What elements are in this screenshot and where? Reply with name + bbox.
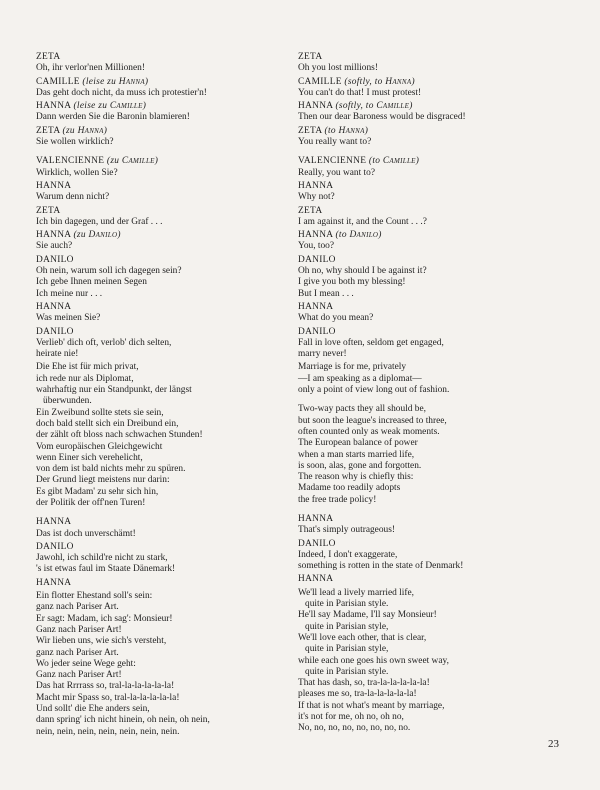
text-line: Oh, ihr verlor'nen Millionen!: [36, 63, 145, 74]
dialogue-block: [36, 302, 284, 325]
speaker-name: [298, 574, 572, 585]
speaker-label: CAMILLE: [36, 76, 80, 87]
text-line: Er sagt: Madam, ich sag': Monsieur!: [36, 613, 173, 624]
text-line: often counted only as weak moments.: [298, 426, 440, 437]
text-line: nein, nein, nein, nein, nein, nein, nein.: [36, 726, 180, 737]
speaker-label: DANILO: [36, 254, 74, 265]
text-line: der Politik der off'nen Turen!: [36, 497, 146, 508]
text-line: heirate nie!: [36, 349, 79, 360]
text-line: ganz nach Pariser Art.: [36, 647, 119, 658]
dialogue-block: [298, 230, 572, 253]
text-line: The reason why is chiefly this:: [298, 472, 414, 483]
text-line: That's simply outrageous!: [298, 525, 395, 536]
dialogue-block: [36, 255, 284, 300]
speaker-name: [36, 126, 284, 137]
speaker-name: [36, 230, 284, 241]
english-text-column: [298, 52, 572, 737]
text-line: when a man starts married life,: [298, 449, 415, 460]
verse-block: [36, 591, 284, 738]
text-line: We'll love each other, that is clear,: [298, 632, 427, 643]
dialogue-block: [36, 52, 284, 75]
dialogue-block: [298, 206, 572, 229]
dialogue-block: [36, 156, 284, 179]
text-line: What do you mean?: [298, 313, 374, 324]
text-line: wahrhaftig nur ein Standpunkt, der längst: [36, 385, 192, 396]
speaker-name: [298, 52, 572, 63]
text-line: Indeed, I don't exaggerate,: [298, 549, 398, 560]
text-line: pleases me so, tra-la-la-la-la-la!: [298, 689, 417, 700]
speaker-name: [298, 181, 572, 192]
text-line: Madame too readily adopts: [298, 483, 401, 494]
speaker-label: HANNA: [298, 230, 333, 241]
text-line: You, too?: [298, 241, 335, 252]
speaker-label: HANNA: [36, 180, 72, 191]
speaker-label: DANILO: [36, 541, 74, 552]
speaker-name: [298, 302, 572, 313]
text-line: Das ist doch unverschämt!: [36, 528, 136, 539]
verse-block: [298, 404, 572, 506]
text-line: But I mean . . .: [298, 288, 354, 299]
text-line: You really want to?: [298, 137, 372, 148]
speaker-label: ZETA: [36, 205, 61, 216]
speaker-name: [36, 517, 284, 528]
speaker-name: [298, 156, 572, 167]
text-line: is soon, alas, gone and forgotten.: [298, 460, 422, 471]
text-line: the free trade policy!: [298, 494, 377, 505]
speaker-name: [36, 156, 284, 167]
text-line: Verlieb' dich oft, verlob' dich selten,: [36, 337, 172, 348]
text-line: We'll lead a lively married life,: [298, 587, 414, 598]
text-line: No, no, no, no, no, no, no, no.: [298, 723, 411, 734]
text-line: überwunden.: [36, 396, 92, 407]
text-line: That has dash, so, tra-la-la-la-la-la!: [298, 678, 430, 689]
stage-direction: (leise zu Hanna): [82, 76, 149, 87]
dialogue-block: [36, 77, 284, 100]
text-line: Ganz nach Pariser Art!: [36, 624, 122, 635]
dialogue-block: [298, 101, 572, 124]
stage-direction: (to Camille): [368, 156, 420, 167]
dialogue-block: [298, 514, 572, 537]
dialogue-block: [298, 52, 572, 75]
text-line: Two-way pacts they all should be,: [298, 404, 426, 415]
dialogue-block: [36, 230, 284, 253]
text-line: Why not?: [298, 192, 335, 203]
speaker-label: HANNA: [36, 517, 72, 528]
speaker-label: HANNA: [36, 301, 72, 312]
text-line: der zählt oft bloss nach schwachen Stunden!: [36, 430, 203, 441]
dialogue-block: [36, 126, 284, 149]
text-line: I give you both my blessing!: [298, 277, 406, 288]
speaker-label: HANNA: [298, 180, 334, 191]
speaker-name: [36, 542, 284, 553]
text-line: Es gibt Madam' zu sehr sich hin,: [36, 486, 159, 497]
text-line: quite in Parisian style,: [298, 644, 389, 655]
dialogue-block: [298, 126, 572, 149]
dialogue-block: [298, 255, 572, 300]
speaker-name: [36, 77, 284, 88]
text-line: Sie auch?: [36, 241, 73, 252]
text-line: Ganz nach Pariser Art!: [36, 670, 122, 681]
dialogue-block: [298, 539, 572, 573]
text-line: Das hat Rrrrass so, tral-la-la-la-la-la!: [36, 681, 175, 692]
speaker-name: [36, 255, 284, 266]
speaker-label: VALENCIENNE: [36, 156, 105, 167]
speaker-name: [298, 539, 572, 550]
text-line: Das geht doch nicht, da muss ich protestier'n!: [36, 87, 207, 98]
speaker-label: DANILO: [298, 326, 336, 337]
speaker-name: [36, 206, 284, 217]
text-line: dann spring' ich nicht hinein, oh nein, oh nein,: [36, 715, 210, 726]
text-line: Die Ehe ist für mich privat,: [36, 362, 139, 373]
text-line: Then our dear Baroness would be disgraced!: [298, 112, 466, 123]
speaker-label: ZETA: [298, 52, 323, 62]
text-line: Wo jeder seine Wege geht:: [36, 658, 136, 669]
speaker-name: [298, 514, 572, 525]
speaker-label: CAMILLE: [298, 76, 342, 87]
text-line: Oh nein, warum soll ich dagegen sein?: [36, 266, 182, 277]
text-line: 's ist etwas faul im Staate Dänemark!: [36, 564, 176, 575]
speaker-name: [36, 52, 284, 63]
text-line: something is rotten in the state of Denmark!: [298, 561, 464, 572]
speaker-label: VALENCIENNE: [298, 156, 367, 167]
speaker-name: [298, 327, 572, 338]
speaker-label: DANILO: [298, 538, 336, 549]
speaker-name: [298, 101, 572, 112]
text-line: You can't do that! I must protest!: [298, 87, 422, 98]
stage-direction: (to Hanna): [324, 125, 369, 136]
speaker-label: HANNA: [298, 513, 334, 524]
text-line: Oh you lost millions!: [298, 63, 378, 74]
speaker-label: DANILO: [36, 326, 74, 337]
speaker-label: ZETA: [36, 125, 60, 136]
text-line: Oh no, why should I be against it?: [298, 266, 427, 277]
text-line: doch bald stellt sich ein Dreibund ein,: [36, 418, 179, 429]
speaker-label: ZETA: [36, 52, 61, 62]
text-line: quite in Parisian style,: [298, 621, 389, 632]
verse-block: [36, 362, 284, 509]
verse-block: [298, 588, 572, 735]
text-line: Ich bin dagegen, und der Graf . . .: [36, 216, 163, 227]
speaker-name: [36, 302, 284, 313]
speaker-name: [36, 101, 284, 112]
dialogue-block: [298, 574, 572, 585]
speaker-name: [36, 578, 284, 589]
text-line: but soon the league's increased to three,: [298, 415, 447, 426]
text-line: Dann werden Sie die Baronin blamieren!: [36, 112, 190, 123]
speaker-name: [298, 77, 572, 88]
verse-block: [298, 362, 572, 396]
stage-direction: (to Danilo): [335, 230, 382, 241]
text-line: If that is not what's meant by marriage,: [298, 700, 445, 711]
text-line: Wirklich, wollen Sie?: [36, 167, 118, 178]
stage-direction: (softly, to Hanna): [344, 76, 415, 87]
text-line: Ich gebe Ihnen meinen Segen: [36, 277, 147, 288]
text-line: Fall in love often, seldom get engaged,: [298, 337, 444, 348]
text-line: He'll say Madame, I'll say Monsieur!: [298, 610, 437, 621]
dialogue-block: [298, 327, 572, 361]
dialogue-block: [298, 302, 572, 325]
text-line: marry never!: [298, 349, 347, 360]
speaker-name: [36, 181, 284, 192]
text-line: ganz nach Pariser Art.: [36, 602, 119, 613]
speaker-name: [36, 327, 284, 338]
text-line: Really, you want to?: [298, 167, 375, 178]
speaker-name: [298, 230, 572, 241]
page-number: 23: [548, 738, 559, 750]
dialogue-block: [36, 101, 284, 124]
text-line: quite in Parisian style.: [298, 666, 389, 677]
text-line: The European balance of power: [298, 438, 418, 449]
text-line: Jawohl, ich schild're nicht zu stark,: [36, 553, 168, 564]
speaker-label: HANNA: [298, 101, 333, 112]
dialogue-block: [36, 578, 284, 589]
speaker-label: ZETA: [298, 125, 322, 136]
text-line: Der Grund liegt meistens nur darin:: [36, 475, 170, 486]
text-line: Was meinen Sie?: [36, 313, 101, 324]
text-line: ich rede nur als Diplomat,: [36, 373, 134, 384]
text-line: Ich meine nur . . .: [36, 288, 103, 299]
dialogue-block: [298, 156, 572, 179]
german-text-column: [36, 52, 284, 740]
speaker-label: HANNA: [298, 574, 334, 585]
speaker-name: [298, 206, 572, 217]
speaker-label: HANNA: [298, 301, 334, 312]
dialogue-block: [298, 77, 572, 100]
dialogue-block: [36, 206, 284, 229]
speaker-label: HANNA: [36, 230, 71, 241]
dialogue-block: [36, 327, 284, 361]
text-line: quite in Parisian style.: [298, 599, 389, 610]
stage-direction: (zu Camille): [106, 156, 159, 167]
stage-direction: (softly, to Camille): [335, 101, 413, 112]
text-line: only a point of view long out of fashion.: [298, 385, 450, 396]
text-line: Wir lieben uns, wie sich's versteht,: [36, 636, 167, 647]
text-line: Sie wollen wirklich?: [36, 137, 114, 148]
text-line: Marriage is for me, privately: [298, 362, 407, 373]
text-line: Ein Zweibund sollte stets sie sein,: [36, 407, 164, 418]
text-line: Und sollt' die Ehe anders sein,: [36, 704, 150, 715]
text-line: von dem ist bald nichts mehr zu spüren.: [36, 464, 186, 475]
text-line: —I am speaking as a diplomat—: [298, 373, 422, 384]
stage-direction: (zu Hanna): [62, 125, 108, 136]
speaker-label: DANILO: [298, 254, 336, 265]
speaker-name: [298, 255, 572, 266]
text-line: Macht mir Spass so, tral-la-la-la-la-la!: [36, 692, 180, 703]
text-line: I am against it, and the Count . . .?: [298, 216, 427, 227]
text-line: Vom europäischen Gleichgewicht: [36, 441, 163, 452]
text-line: wenn Einer sich verehelicht,: [36, 452, 143, 463]
text-line: it's not for me, oh no, oh no,: [298, 712, 404, 723]
dialogue-block: [36, 181, 284, 204]
text-line: while each one goes his own sweet way,: [298, 655, 449, 666]
speaker-label: HANNA: [36, 577, 72, 588]
speaker-label: HANNA: [36, 101, 71, 112]
dialogue-block: [298, 181, 572, 204]
stage-direction: (leise zu Camille): [73, 101, 147, 112]
text-line: Warum denn nicht?: [36, 192, 110, 203]
dialogue-block: [36, 517, 284, 540]
speaker-label: ZETA: [298, 205, 323, 216]
stage-direction: (zu Danilo): [73, 230, 121, 241]
text-line: Ein flotter Ehestand soll's sein:: [36, 591, 153, 602]
speaker-name: [298, 126, 572, 137]
dialogue-block: [36, 542, 284, 576]
